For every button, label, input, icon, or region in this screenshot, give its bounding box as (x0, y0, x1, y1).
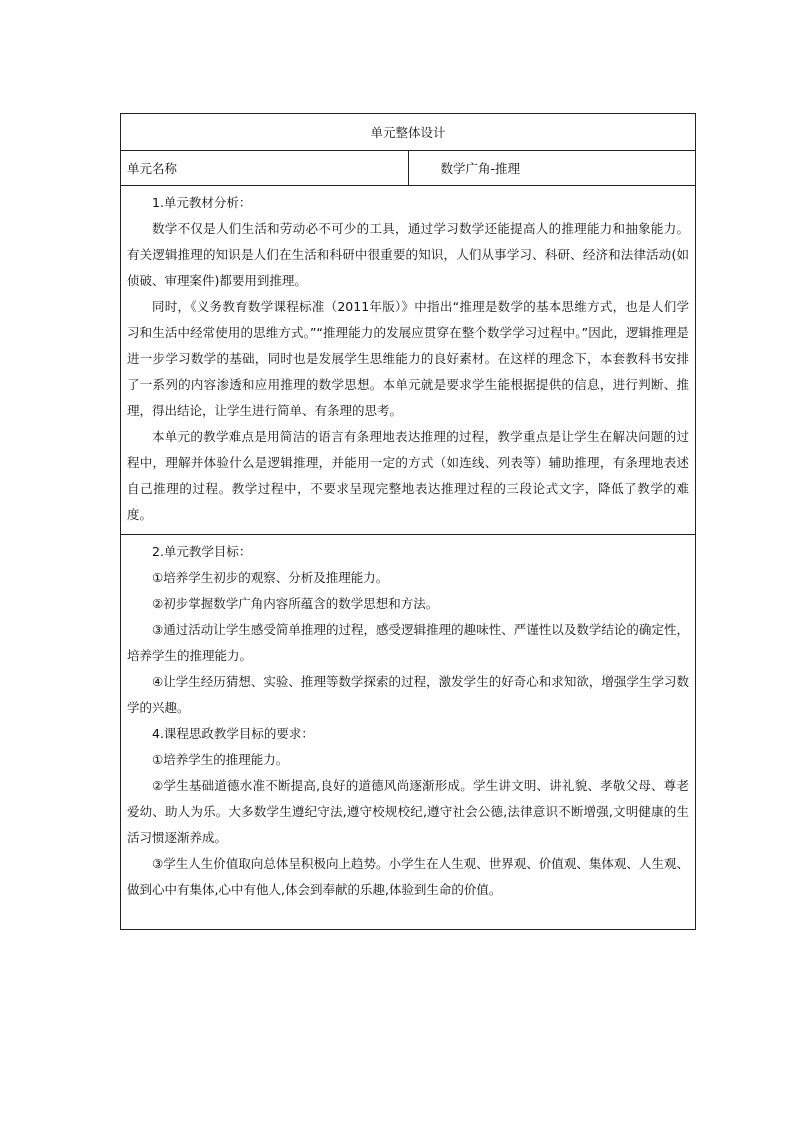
ideology-item: ③学生人生价值取向总体呈积极向上趋势。小学生在人生观、世界观、价值观、集体观、人生观、做到心中有集体,心中有他人,体会到奉献的乐趣,体验到生命的价值。 (127, 856, 689, 897)
analysis-row (121, 186, 696, 535)
unit-name-label: 单元名称 (121, 151, 409, 186)
goal-item: ④让学生经历猜想、实验、推理等数学探索的过程，激发学生的好奇心和求知欲，增强学生学习数学的兴趣。 (127, 674, 689, 715)
goals-heading: 2.单元教学目标： (152, 544, 252, 559)
analysis-paragraph: 本单元的教学难点是用简洁的语言有条理地表达推理的过程，教学重点是让学生在解决问题的过程中，理解并体验什么是逻辑推理，并能用一定的方式（如连线、列表等）辅助推理，有条理地表述自己推理的过程。教学过程中，不要求呈现完整地表达推理过程的三段论式文字，降低了教学的难度。 (127, 429, 689, 522)
ideology-heading: 4.课程思政教学目标的要求： (152, 726, 314, 741)
analysis-paragraph: 数学不仅是人们生活和劳动必不可少的工具，通过学习数学还能提高人的推理能力和抽象能力。有关逻辑推理的知识是人们在生活和科研中很重要的知识，人们从事学习、科研、经济和法律活动(如侦破、审理案件)都要用到推理。 (127, 221, 689, 288)
goals-row (121, 535, 696, 930)
unit-name-row (121, 151, 696, 186)
analysis-section (121, 186, 696, 535)
ideology-item: ②学生基础道德水准不断提高,良好的道德风尚逐渐形成。学生讲文明、讲礼貌、孝敬父母、尊老爱幼、助人为乐。大多数学生遵纪守法,遵守校规校纪,遵守社会公德,法律意识不断增强,文明健康的生活习惯逐渐养成。 (127, 778, 689, 845)
goal-item: ①培养学生初步的观察、分析及推理能力。 (152, 570, 389, 585)
analysis-paragraph: 同时，《义务教育数学课程标准（2011年版）》中指出“推理是数学的基本思维方式，也是人们学习和生活中经常使用的思维方式。”“推理能力的发展应贯穿在整个数学学习过程中。”因此，逻辑推理是进一步学习数学的基础，同时也是发展学生思维能力的良好素材。在这样的理念下，本套教科书安排了一系列的内容渗透和应用推理的数学思想。本单元就是要求学生能根据提供的信息，进行判断、推理，得出结论，让学生进行简单、有条理的思考。 (127, 299, 689, 418)
goals-section (121, 535, 696, 930)
analysis-heading: 1.单元教材分析： (152, 195, 252, 210)
goal-item: ③通过活动让学生感受简单推理的过程，感受逻辑推理的趣味性、严谨性以及数学结论的确定性，培养学生的推理能力。 (127, 622, 689, 663)
unit-design-sheet (120, 113, 696, 930)
goal-item: ②初步掌握数学广角内容所蕴含的数学思想和方法。 (152, 596, 439, 611)
table-title: 单元整体设计 (121, 114, 696, 151)
ideology-item: ①培养学生的推理能力。 (152, 752, 289, 767)
unit-design-table (120, 113, 696, 930)
title-row (121, 114, 696, 151)
unit-name-value: 数学广角-推理 (408, 151, 696, 186)
